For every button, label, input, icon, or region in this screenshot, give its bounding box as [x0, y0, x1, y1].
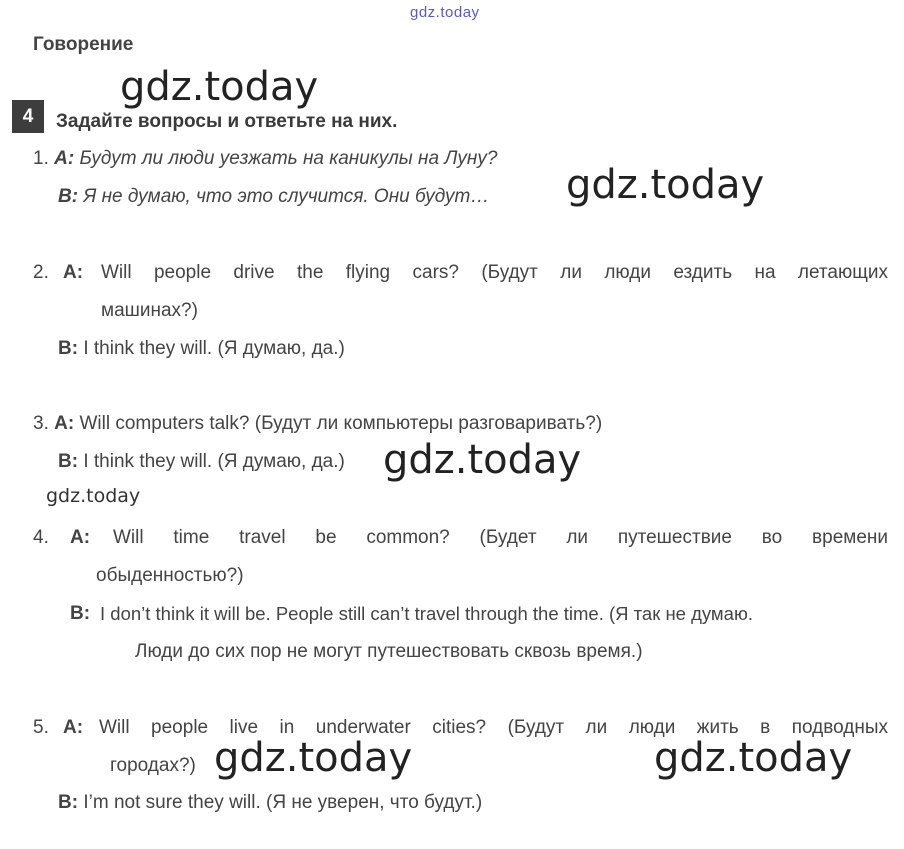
list-item — [33, 148, 497, 170]
question-text-cont: городах?) — [110, 755, 196, 776]
speaker-a-label: A: — [63, 717, 84, 738]
speaker-b-label: B: — [70, 603, 91, 624]
list-item — [33, 413, 602, 435]
speaker-a-label: A: — [54, 148, 75, 169]
answer-text-cont: Люди до сих пор не могут путешествовать сквозь время.) — [135, 641, 643, 662]
question-text: Будут ли люди уезжать на каникулы на Луну? — [79, 148, 498, 169]
speaker-b-label: B: — [58, 338, 79, 359]
watermark: gdz.today — [383, 437, 582, 483]
question-text-cont: обыденностью?) — [96, 565, 244, 586]
speaker-a-label: A: — [63, 262, 84, 283]
item-number: 1. — [33, 148, 49, 169]
list-item — [58, 792, 482, 814]
item-number: 5. — [33, 717, 49, 738]
watermark-top: gdz.today — [410, 4, 480, 21]
question-text: Will computers talk? (Будут ли компьютеры разговаривать?) — [79, 413, 603, 434]
answer-text: Я не думаю, что это случится. Они будут… — [83, 186, 490, 207]
list-item — [58, 338, 345, 360]
item-number: 3. — [33, 413, 49, 434]
item-number: 2. — [33, 262, 49, 283]
question-text: Will time travel be common? (Будет ли путешествие во времени — [113, 527, 888, 548]
speaker-a-label: A: — [70, 527, 91, 548]
watermark: gdz.today — [214, 735, 413, 781]
list-item — [58, 186, 489, 208]
task-number-badge: 4 — [12, 100, 44, 133]
watermark: gdz.today — [654, 735, 853, 781]
section-title: Говорение — [33, 34, 134, 55]
answer-text: I don’t think it will be. People still can’t travel through the time. (Я так не думаю. — [100, 603, 753, 624]
speaker-b-label: B: — [58, 186, 79, 207]
list-item — [58, 451, 345, 473]
item-number: 4. — [33, 527, 49, 548]
question-text: Will people drive the flying cars? (Будут ли люди ездить на летающих — [101, 262, 888, 283]
question-text: Will people live in underwater cities? (Будут ли люди жить в подводных — [99, 717, 888, 738]
speaker-a-label: A: — [54, 413, 75, 434]
speaker-b-label: B: — [58, 451, 79, 472]
speaker-b-label: B: — [58, 792, 79, 813]
task-instruction: Задайте вопросы и ответьте на них. — [56, 111, 398, 132]
answer-text: I think they will. (Я думаю, да.) — [83, 451, 345, 472]
watermark: gdz.today — [566, 162, 765, 208]
watermark: gdz.today — [120, 64, 319, 110]
answer-text: I’m not sure they will. (Я не уверен, что будут.) — [83, 792, 483, 813]
question-text-cont: машинах?) — [101, 300, 198, 321]
answer-text: I think they will. (Я думаю, да.) — [83, 338, 345, 359]
watermark-small: gdz.today — [46, 485, 141, 507]
